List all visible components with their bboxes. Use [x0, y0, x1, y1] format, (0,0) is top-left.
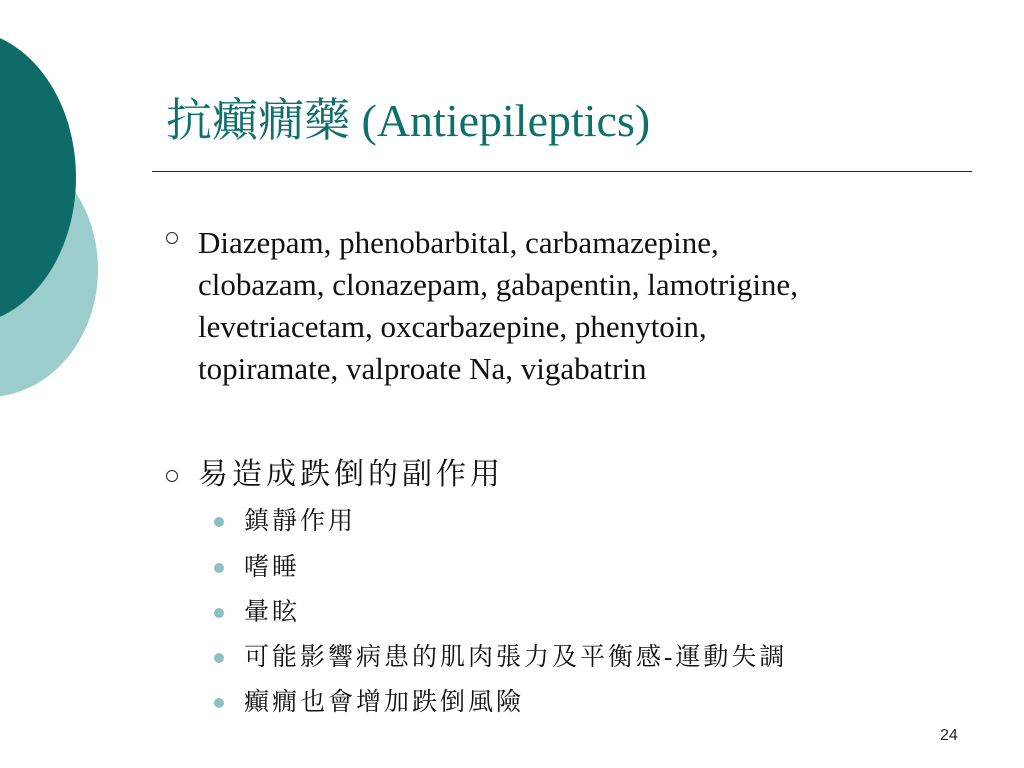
drug-list-line: Diazepam, phenobarbital, carbamazepine,: [198, 225, 719, 260]
slide-title: 抗癲癇藥 (Antiepileptics): [166, 95, 651, 146]
filled-dot-bullet-icon: [214, 608, 224, 618]
filled-dot-bullet-icon: [214, 517, 224, 527]
filled-dot-bullet-icon: [214, 698, 224, 708]
drug-list-line: topiramate, valproate Na, vigabatrin: [198, 351, 647, 386]
drug-list-line: clobazam, clonazepam, gabapentin, lamotrigine,: [198, 267, 798, 302]
drug-list-line: levetriacetam, oxcarbazepine, phenytoin,: [198, 309, 707, 344]
title-divider: [152, 171, 972, 172]
filled-dot-bullet-icon: [214, 563, 224, 573]
sub-bullet-text: 可能影響病患的肌肉張力及平衡感-運動失調: [244, 644, 788, 671]
hollow-circle-bullet-icon: [166, 470, 178, 482]
sub-bullet-text: 嗜睡: [244, 554, 301, 581]
hollow-circle-bullet-icon: [166, 232, 178, 244]
bullet-text: [198, 222, 798, 390]
sub-bullet-text: 鎮靜作用: [244, 508, 357, 535]
sub-bullet-text: 癲癇也會增加跌倒風險: [244, 689, 525, 716]
sub-bullet-text: 暈眩: [244, 599, 301, 626]
bullet-text: 易造成跌倒的副作用: [198, 458, 504, 491]
filled-dot-bullet-icon: [214, 653, 224, 663]
page-number: 24: [940, 727, 958, 744]
